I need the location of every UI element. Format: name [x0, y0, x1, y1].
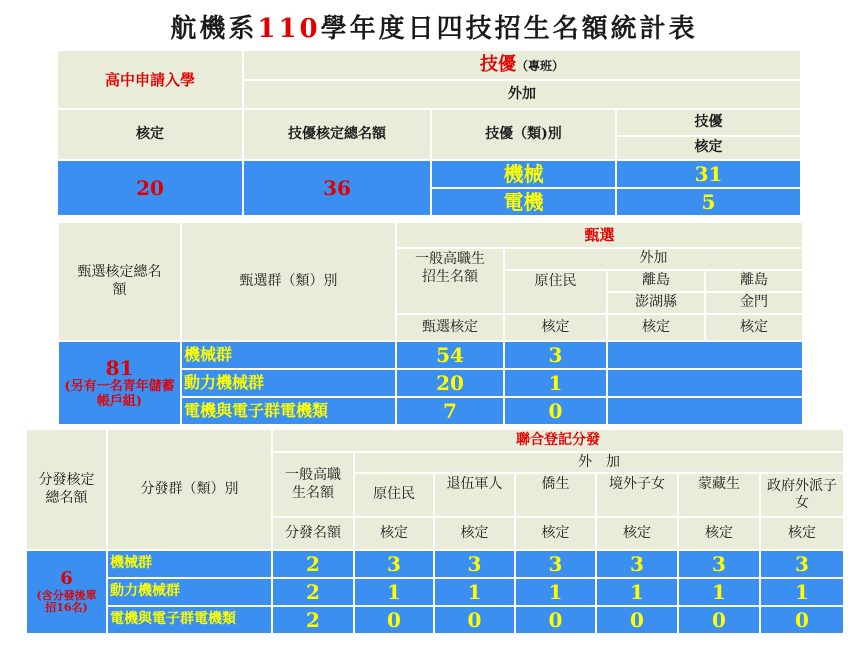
header-overseas: 僑生: [515, 473, 596, 517]
header-veteran: 退伍軍人: [434, 473, 515, 517]
select-empty: [607, 369, 803, 397]
alloc-group: 動力機械群: [107, 578, 272, 606]
skill-table: [56, 49, 802, 217]
alloc-value: 1: [760, 578, 844, 606]
alloc-value: 0: [760, 606, 844, 634]
page-title: [0, 8, 868, 45]
select-group: 電機與電子群電機類: [181, 397, 396, 425]
header-general: 一般高職生招生名額: [396, 248, 504, 314]
header-island: 離島: [607, 270, 705, 292]
header-general: 一般高職生名額: [272, 452, 354, 517]
header-aboriginal: 原住民: [504, 270, 607, 314]
title-year: 110: [257, 14, 321, 44]
alloc-value: 3: [434, 550, 515, 578]
header-apply: 高中申請入學: [57, 50, 243, 109]
alloc-value: 0: [596, 606, 678, 634]
skill-category: 機械: [431, 160, 616, 188]
alloc-value: 0: [678, 606, 760, 634]
skill-total-value: 36: [243, 160, 431, 216]
header-approved: 核定: [434, 517, 515, 550]
header-joint: 聯合登記分發: [272, 429, 844, 452]
allocation-table: [25, 428, 845, 635]
alloc-value: 3: [515, 550, 596, 578]
header-select-approved: 甄選核定: [396, 314, 504, 341]
header-skill: 技優（專班）: [243, 50, 801, 80]
select-empty: [607, 341, 803, 369]
header-alloc-group: 分發群（類）別: [107, 429, 272, 550]
header-select-total: 甄選核定總名額: [58, 222, 181, 341]
header-aboriginal: 原住民: [354, 473, 434, 517]
header-select: 甄選: [396, 222, 803, 248]
select-empty: [607, 397, 803, 425]
header-skill-category: 技優（類)別: [431, 109, 616, 160]
alloc-value: 3: [596, 550, 678, 578]
skill-category: 電機: [431, 188, 616, 216]
alloc-value: 0: [515, 606, 596, 634]
alloc-value: 1: [596, 578, 678, 606]
alloc-total-cell: [26, 550, 107, 634]
header-kinmen: 金門: [705, 292, 803, 314]
header-approved: 核定: [515, 517, 596, 550]
skill-value: 5: [616, 188, 801, 216]
header-skill2: 技優: [616, 109, 801, 136]
select-total-cell: [58, 341, 181, 425]
title-prefix: 航機系: [170, 14, 258, 44]
header-approved: 核定: [760, 517, 844, 550]
header-select-group: 甄選群（類）別: [181, 222, 396, 341]
header-approved: 核定: [705, 314, 803, 341]
alloc-value: 3: [354, 550, 434, 578]
header-approved: 核定: [354, 517, 434, 550]
header-gov-child: 政府外派子女: [760, 473, 844, 517]
title-suffix: 學年度日四技招生名額統計表: [320, 14, 698, 44]
select-group: 機械群: [181, 341, 396, 369]
header-island: 離島: [705, 270, 803, 292]
header-alloc-total: 分發核定總名額: [26, 429, 107, 550]
alloc-value: 0: [434, 606, 515, 634]
header-approved: 核定: [504, 314, 607, 341]
header-approved: 核定: [678, 517, 760, 550]
header-penghu: 澎湖縣: [607, 292, 705, 314]
alloc-value: 1: [515, 578, 596, 606]
alloc-value: 1: [434, 578, 515, 606]
header-tibetan: 蒙藏生: [678, 473, 760, 517]
alloc-value: 1: [678, 578, 760, 606]
alloc-value: 0: [354, 606, 434, 634]
header-skill-total: 技優核定總名額: [243, 109, 431, 160]
header-extra: 外加: [504, 248, 803, 270]
skill-value: 31: [616, 160, 801, 188]
selection-table: [57, 221, 804, 426]
select-general: 7: [396, 397, 504, 425]
header-extra: 外加: [243, 80, 801, 109]
header-alloc: 分發名額: [272, 517, 354, 550]
alloc-value: 2: [272, 578, 354, 606]
select-general: 20: [396, 369, 504, 397]
select-group: 動力機械群: [181, 369, 396, 397]
alloc-total-value: 6: [60, 568, 73, 590]
header-approved: 核定: [607, 314, 705, 341]
select-total-note: (另有一名青年儲蓄帳戶組): [64, 378, 175, 409]
alloc-value: 3: [760, 550, 844, 578]
alloc-value: 1: [354, 578, 434, 606]
header-approved: 核定: [596, 517, 678, 550]
select-total-value: 81: [105, 355, 134, 380]
select-general: 54: [396, 341, 504, 369]
apply-value: 20: [57, 160, 243, 216]
alloc-value: 2: [272, 606, 354, 634]
header-approved: 核定: [57, 109, 243, 160]
header-extra: 外 加: [354, 452, 844, 473]
alloc-value: 2: [272, 550, 354, 578]
alloc-group: 電機與電子群電機類: [107, 606, 272, 634]
header-foreign-child: 境外子女: [596, 473, 678, 517]
select-aboriginal: 1: [504, 369, 607, 397]
alloc-total-note: (含分發後單招16名): [36, 588, 97, 615]
alloc-group: 機械群: [107, 550, 272, 578]
select-aboriginal: 0: [504, 397, 607, 425]
select-aboriginal: 3: [504, 341, 607, 369]
alloc-value: 3: [678, 550, 760, 578]
header-approved2: 核定: [616, 136, 801, 160]
